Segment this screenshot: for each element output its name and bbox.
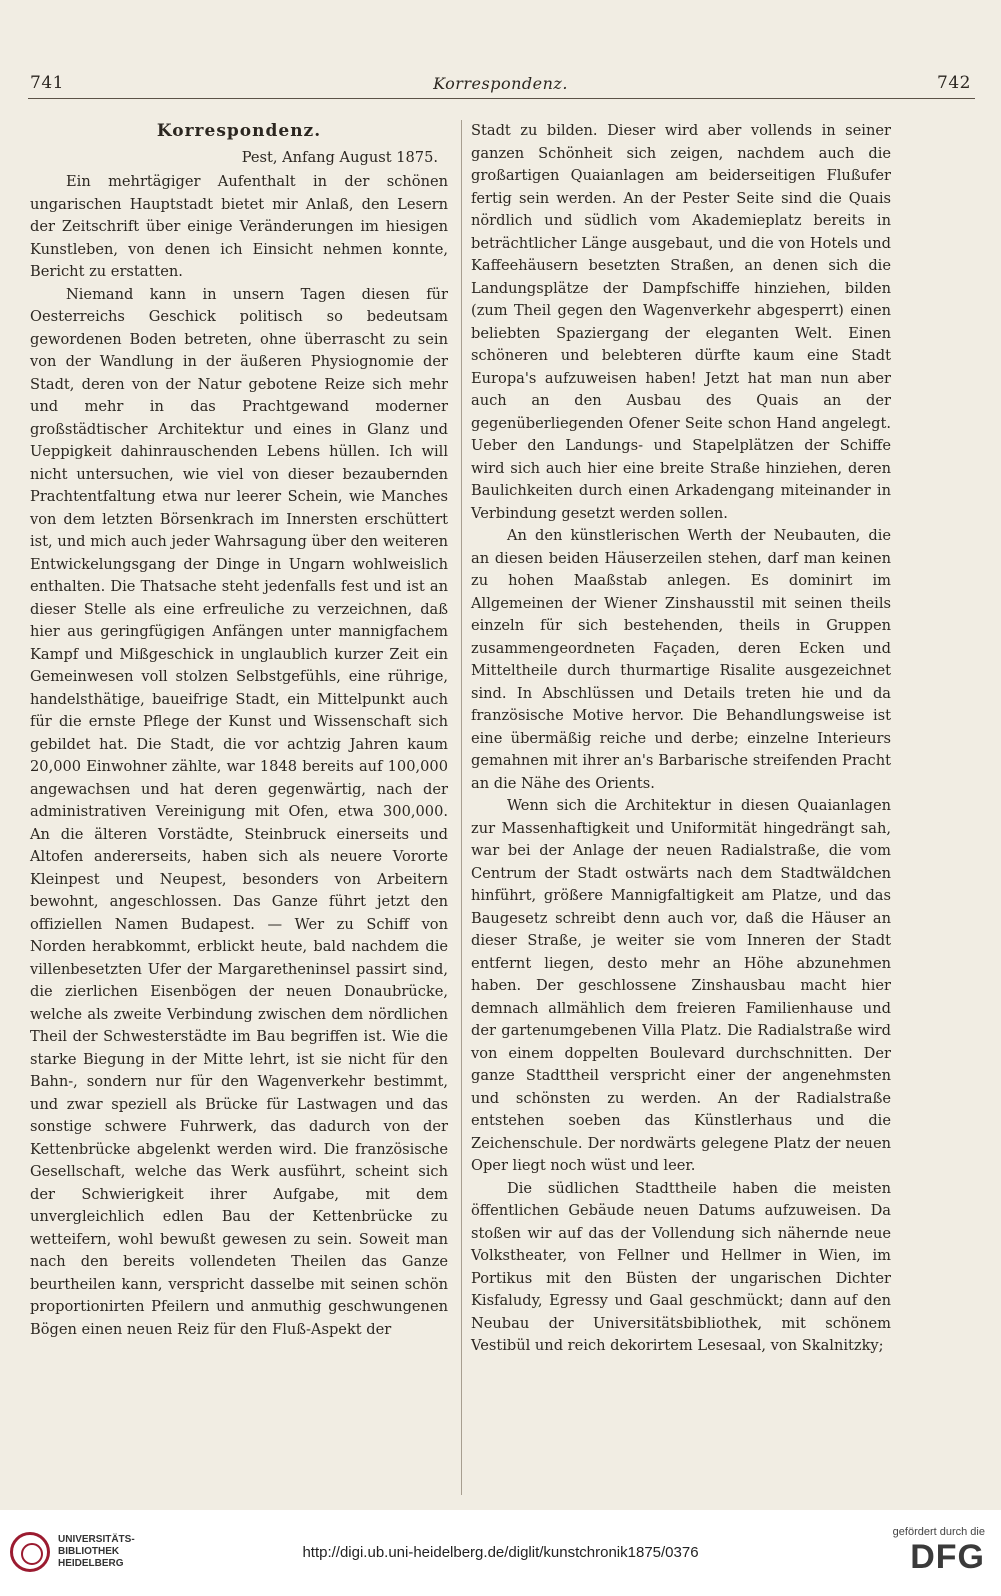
digitization-footer (0, 1510, 1001, 1596)
paragraph: Stadt zu bilden. Dieser wird aber vollends in seiner ganzen Schönheit sich zeigen, nachdem auch die großartigen Quaianlagen am beiderseitigen Flußufer fertig sein werden. An der Pester Seite sind die Quais nördlich und südlich vom Akademieplatz bereits in beträchtlicher Länge ausgebaut, und die von Hotels und Kaffeehäusern besetzten Straßen, an denen sich die Landungsplätze der Dampfschiffe hinziehen, bilden (zum Theil gegen den Wagenverkehr abgesperrt) einen beliebten Spaziergang der eleganten Welt. Einen schöneren und belebteren dürfte kaum eine Stadt Europa's aufzuweisen haben! Jetzt hat man nun aber auch an den Ausbau des Quais an der gegenüberliegenden Ofener Seite schon Hand angelegt. Ueber den Landungs- und Stapelplätzen der Schiffe wird sich auch hier eine breite Straße hinziehen, deren Baulichkeiten durch einen Arkadengang miteinander in Verbindung gesetzt werden sollen. (471, 122, 891, 522)
paragraph: Die südlichen Stadttheile haben die meisten öffentlichen Gebäude neuen Datums aufzuweisen. Da stoßen wir auf das der Vollendung sich nähernde neue Volkstheater, von Fellner und Hellmer in Wien, im Portikus mit den Büsten der ungarischen Dichter Kisfaludy, Egressy und Gaal geschmückt; dann auf den Neubau der Universitätsbibliothek, mit schönem Vestibül und reich dekorirtem Lesesaal, von Skalnitzky; (471, 1179, 891, 1354)
right-column (471, 120, 891, 1358)
running-header (30, 70, 971, 96)
header-rule (28, 98, 975, 99)
running-title: Korrespondenz. (433, 73, 568, 93)
library-line: UNIVERSITÄTS- (58, 1534, 135, 1545)
page-number-left: 741 (30, 73, 64, 93)
paragraph: Niemand kann in unsern Tagen diesen für Oesterreichs Geschick politisch so bedeutsam gewordenen Boden betreten, ohne überrascht zu sein von der Wandlung in der äußeren Physiognomie der Stadt, deren von der Natur gebotene Reize sich mehr und mehr in das Prachtgewand moderner großstädtischer Architektur und eines in Glanz und Ueppigkeit dahinrauschenden Lebens hüllen. Ich will nicht untersuchen, wie viel von dieser bezaubernden Prachtentfaltung etwa nur leerer Schein, wie Manches von dem letzten Börsenkrach im Innersten erschüttert ist, und mich auch jeder Wahrsagung über den weiteren Entwickelungsgang der Dinge in Ungarn wohlweislich enthalten. Die Thatsache steht jedenfalls fest und ist an dieser Stelle als eine erfreuliche zu verzeichnen, daß hier aus geringfügigen Anfängen unter mannigfachem Kampf und Mißgeschick in unglaublich kurzer Zeit ein Gemeinwesen voll stolzen Selbstgefühls, eine rührige, handelsthätige, baueifrige Stadt, ein Mittelpunkt auch für die ernste Pflege der Kunst und Wissenschaft sich gebildet hat. Die Stadt, die vor achtzig Jahren kaum 20,000 Einwohner zählte, war 1848 bereits auf 100,000 angewachsen und hat deren gegenwärtig, nach der administrativen Vereinigung mit Ofen, etwa 300,000. An die älteren Vorstädte, Steinbruck einerseits und Altofen andererseits, haben sich als neuere Vororte Kleinpest und Neupest, besonders von Arbeitern bewohnt, angeschlossen. Das Ganze führt jetzt den offiziellen Namen Budapest. — Wer zu Schiff von Norden herabkommt, erblickt heute, bald nachdem die villenbesetzten Ufer der Margaretheninsel passirt sind, die zierlichen Eisenbögen der neuen Donaubrücke, welche als zweite Verbindung zwischen dem nördlichen Theil der Schwesterstädte im Bau begriffen ist. Wie die starke Biegung in der Mitte lehrt, ist sie nicht für den Bahn-, sondern nur für den Wagenverkehr bestimmt, und zwar speziell als Brücke für Lastwagen und das sonstige schwere Fuhrwerk, das dadurch von der Kettenbrücke abgelenkt werden wird. Die französische Gesellschaft, welche das Werk ausführt, scheint sich der Schwierigkeit ihrer Aufgabe, mit dem unvergleichlich edlen Bau der Kettenbrücke zu wetteifern, wohl bewußt gewesen zu sein. Soweit man nach den bereits vollendeten Theilen das Ganze beurtheilen kann, verspricht dasselbe mit seinen schön proportionirten Pfeilern und anmuthig geschwungenen Bögen einen neuen Reiz für den Fluß-Aspekt der (30, 285, 448, 1338)
paragraph: An den künstlerischen Werth der Neubauten, die an diesen beiden Häuserzeilen stehen, darf man keinen zu hohen Maaßstab anlegen. Es dominirt im Allgemeinen der Wiener Zinshausstil mit seinen theils einzeln für sich bestehenden, theils in Gruppen zusammengeordneten Façaden, deren Ecken und Mitteltheile durch thurmartige Risalite ausgezeichnet sind. In Abschlüssen und Details treten hie und da französische Motive hervor. Die Behandlungsweise ist eine übermäßig reiche und derbe; einzelne Interieurs gemahnen mit ihrer an's Barbarische streifenden Pracht an die Nähe des Orients. (471, 527, 891, 792)
dfg-logo[interactable] (893, 1526, 985, 1576)
dfg-wordmark: DFG (910, 1538, 985, 1576)
funded-by-text: gefördert durch die (892, 1526, 985, 1538)
page-number-right: 742 (937, 73, 971, 93)
library-line: HEIDELBERG (58, 1558, 124, 1569)
dateline: Pest, Anfang August 1875. (241, 148, 438, 166)
paragraph: Ein mehrtägiger Aufenthalt in der schönen ungarischen Hauptstadt bietet mir Anlaß, den Lesern der Zeitschrift über einige Veränderungen im hiesigen Kunstleben, von denen ich Einsicht nehmen konnte, Bericht zu erstatten. (30, 173, 448, 280)
library-line: BIBLIOTHEK (58, 1546, 120, 1557)
article-title: Korrespondenz. (156, 121, 322, 141)
source-url[interactable]: http://digi.ub.uni-heidelberg.de/diglit/kunstchronik1875/0376 (302, 1544, 699, 1561)
paragraph: Wenn sich die Architektur in diesen Quaianlagen zur Massenhaftigkeit und Uniformität hingedrängt sah, war bei der Anlage der neuen Radialstraße, die vom Centrum der Stadt ostwärts nach dem Stadtwäldchen hinführt, größere Mannigfaltigkeit am Platze, und das Baugesetz schreibt denn auch vor, daß die Häuser an dieser Straße, je weiter sie vom Inneren der Stadt entfernt liegen, desto mehr an Höhe abzunehmen haben. Der geschlossene Zinshausbau macht hier demnach allmählich dem freieren Familienhause und der gartenumgebenen Villa Platz. Die Radialstraße wird von einem doppelten Boulevard durchschnitten. Der ganze Stadttheil verspricht einer der angenehmsten und schönsten zu werden. An der Radialstraße entstehen soeben das Künstlerhaus und die Zeichenschule. Der nordwärts gelegene Platz der neuen Oper liegt noch wüst und leer. (471, 797, 891, 1174)
column-divider (461, 120, 462, 1495)
left-column (30, 120, 448, 1341)
